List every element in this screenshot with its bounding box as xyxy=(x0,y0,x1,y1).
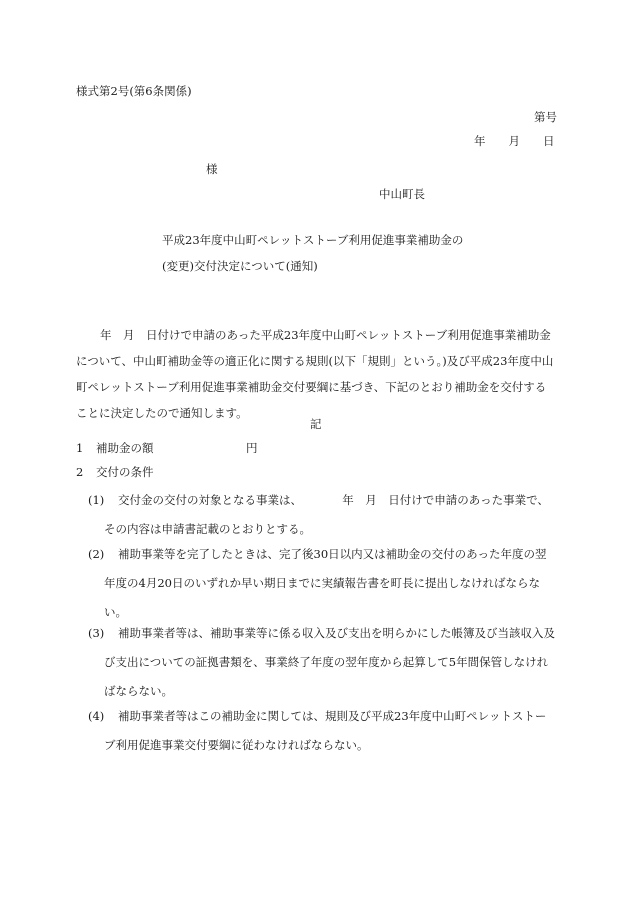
item-2-label: 交付の条件 xyxy=(96,465,154,479)
addressee-title: 様 xyxy=(206,162,218,176)
form-id: 様式第2号(第6条関係) xyxy=(76,84,192,98)
condition-4 xyxy=(88,702,556,760)
title-line-2: (変更)交付決定について(通知) xyxy=(162,259,318,273)
condition-text: 補助事業者等はこの補助金に関しては、規則及び平成23年度中山町ペレットストーブ利用促進事業交付要綱に従わなければならない。 xyxy=(104,709,547,752)
title-line-1: 平成23年度中山町ペレットストーブ利用促進事業補助金の xyxy=(162,233,464,247)
condition-2 xyxy=(88,540,556,627)
ki-heading: 記 xyxy=(310,417,322,431)
condition-text: 交付金の交付の対象となる事業は、 年 月 日付けで申請のあった事業で、その内容は申請書記載のとおりとする。 xyxy=(104,493,549,536)
condition-number: (3) xyxy=(88,626,105,640)
date-line: 年 月 日 xyxy=(474,134,555,148)
condition-3 xyxy=(88,619,556,706)
condition-number: (1) xyxy=(88,493,105,507)
condition-text: 補助事業者等は、補助事業等に係る収入及び支出を明らかにした帳簿及び当該収入及び支出についての証拠書類を、事業終了年度の翌年度から起算して5年間保管しなければならない。 xyxy=(104,626,555,698)
condition-1 xyxy=(88,486,556,544)
document-number: 第号 xyxy=(534,110,557,124)
sender-name: 中山町長 xyxy=(379,187,425,201)
body-paragraph: 年 月 日付けで申請のあった平成23年度中山町ペレットストーブ利用促進事業補助金について、中山町補助金等の適正化に関する規則(以下「規則」という。)及び平成23年度中山町ペレットストーブ利用促進事業補助金交付要綱に基づき、下記のとおり補助金を交付することに決定したので通知します。 xyxy=(76,328,554,420)
condition-number: (4) xyxy=(88,709,105,723)
condition-text: 補助事業等を完了したときは、完了後30日以内又は補助金の交付のあった年度の翌年度の4月20日のいずれか早い期日までに実績報告書を町長に提出しなければならない。 xyxy=(104,547,547,619)
item-1-unit: 円 xyxy=(246,441,258,455)
item-1-number: 1 xyxy=(76,441,84,455)
item-2-number: 2 xyxy=(76,465,84,479)
item-1-label: 補助金の額 xyxy=(96,441,154,455)
condition-number: (2) xyxy=(88,547,105,561)
